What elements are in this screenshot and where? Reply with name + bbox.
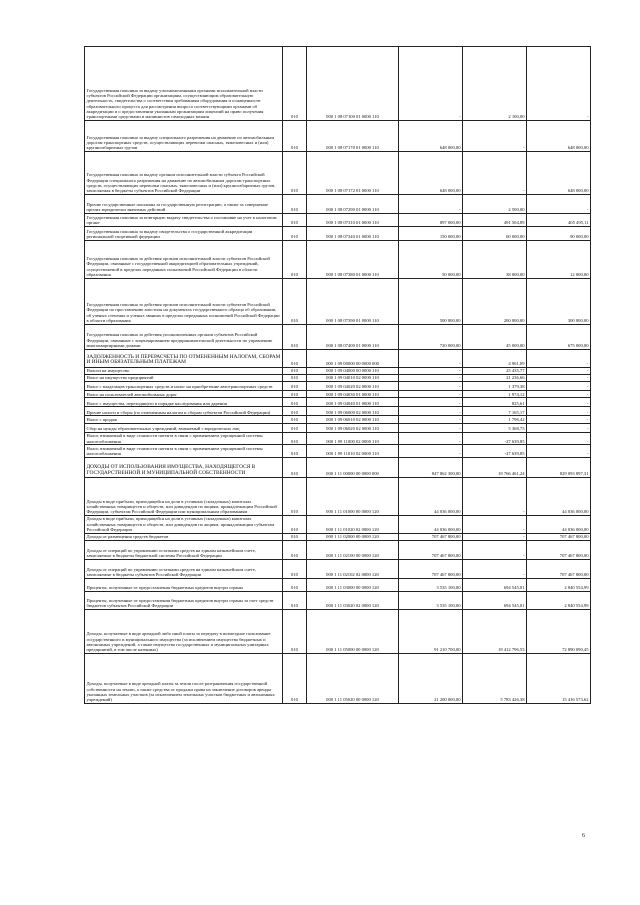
table-row — [85, 121, 591, 152]
row-exec: 18 412 796,55 — [463, 610, 527, 654]
row-plan: 3 535 100,00 — [399, 579, 463, 592]
row-plan: 44 036 000,00 — [399, 515, 463, 533]
table-row — [85, 195, 591, 214]
row-code: 010 — [283, 445, 307, 458]
table-row — [85, 457, 591, 477]
row-exec: 200 000,00 — [463, 278, 527, 324]
row-plan: 707 467 800,00 — [399, 560, 463, 579]
row-exec: 2 100,00 — [463, 47, 527, 121]
row-plan: - — [399, 398, 463, 407]
row-code: 010 — [283, 278, 307, 324]
row-name: Доходы в виде прибыли, приходящейся на доли в уставных (складочных) капиталах хозяйственных товариществ и обществ, или дивидендов по акциям, принадлежащим Российской Федерации, субъектам Российской Федерации или муниципальным образованиям — [85, 477, 283, 515]
row-name: Налог с имущества, переходящего в порядке наследования или дарения — [85, 398, 283, 407]
row-kbk: 000 1 09 06010 02 0000 110 — [307, 416, 399, 423]
row-plan: 847 862 300,00 — [399, 457, 463, 477]
row-name: Налог на имущество предприятий — [85, 374, 283, 381]
row-kbk: 000 1 08 07310 01 0000 110 — [307, 214, 399, 227]
row-exec: 21 236,66 — [463, 374, 527, 381]
row-name: Государственная пошлина за выдачу органом исполнительной власти субъекта Российской Федерации специального разрешения на движение по автомобильным дорогам транспортных средств, осуществляющих перевозки опасных, тяжеловесных и (или) крупногабаритных грузов, зачисляемая в бюджеты субъектов Российской Федерации — [85, 152, 283, 195]
row-code: 010 — [283, 349, 307, 367]
row-exec: 694 545,01 — [463, 579, 527, 592]
row-code: 010 — [283, 214, 307, 227]
row-exec: 491 504,89 — [463, 214, 527, 227]
row-kbk: 000 1 08 07400 01 0000 110 — [307, 324, 399, 349]
row-code: 010 — [283, 579, 307, 592]
row-exec: 1 796,42 — [463, 416, 527, 423]
row-rest: 648 000,00 — [527, 152, 591, 195]
row-kbk: 000 1 09 04040 01 0000 110 — [307, 398, 399, 407]
row-code: 010 — [283, 457, 307, 477]
row-code: 010 — [283, 432, 307, 445]
row-rest: 44 036 000,00 — [527, 477, 591, 515]
row-plan: 150 000,00 — [399, 226, 463, 240]
row-exec: 5 783 426,38 — [463, 654, 527, 704]
row-rest: 707 467 800,00 — [527, 533, 591, 540]
row-name: Налог с владельцев транспортных средств и налог на приобретение автотранспортных средств — [85, 382, 283, 391]
row-plan: - — [399, 195, 463, 214]
row-rest: 648 000,00 — [527, 121, 591, 152]
row-kbk: 000 1 09 04000 00 0000 110 — [307, 367, 399, 374]
table-row — [85, 47, 591, 121]
row-rest: - — [527, 416, 591, 423]
revenue-table — [84, 46, 591, 704]
row-plan: - — [399, 382, 463, 391]
row-kbk: 000 1 09 04010 02 0000 110 — [307, 374, 399, 381]
row-code: 010 — [283, 382, 307, 391]
row-plan: - — [399, 349, 463, 367]
table-row — [85, 592, 591, 610]
table-row — [85, 579, 591, 592]
row-name: Доходы, получаемые в виде арендной платы за земли после разграничения государственной собственности на землю, а также средства от продажи права на заключение договоров аренды указанных земельных участков (за исключением земельных участков бюджетных и автономных учреждений) — [85, 654, 283, 704]
table-row — [85, 367, 591, 374]
row-kbk: 000 1 11 01000 00 0000 120 — [307, 477, 399, 515]
row-plan: - — [399, 407, 463, 416]
row-plan: - — [399, 445, 463, 458]
row-name: Государственная пошлина за повторную выдачу свидетельства о постановке на учет в налоговом органе — [85, 214, 283, 227]
row-plan: 897 000,00 — [399, 214, 463, 227]
row-kbk: 000 1 11 02102 02 0000 120 — [307, 560, 399, 579]
table-row — [85, 398, 591, 407]
row-name: Доходы в виде прибыли, приходящейся на доли в уставных (складочных) капиталах хозяйственных товариществ и обществ, или дивидендов по акциям, принадлежащим субъектам Российской Федерации — [85, 515, 283, 533]
row-rest: - — [527, 382, 591, 391]
table-row — [85, 226, 591, 240]
row-exec: 38 000,00 — [463, 240, 527, 278]
row-name: Сбор на нужды образовательных учреждений, взимаемый с юридических лиц — [85, 423, 283, 432]
row-rest: - — [527, 423, 591, 432]
row-plan: 50 000,00 — [399, 240, 463, 278]
row-exec: 7 165,17 — [463, 407, 527, 416]
table-row — [85, 477, 591, 515]
row-rest: 300 000,00 — [527, 278, 591, 324]
row-rest: 12 000,00 — [527, 240, 591, 278]
row-rest: - — [527, 432, 591, 445]
row-code: 010 — [283, 195, 307, 214]
table-row — [85, 416, 591, 423]
page-number: 6 — [582, 833, 585, 839]
row-kbk: 000 1 09 11010 02 0000 110 — [307, 445, 399, 458]
row-name: Государственная пошлина за выдачу уполномоченными органами исполнительной власти субъектов Российской Федерации организациям, осуществляющим образовательную деятельность, свидетельства о соответствии требованиям оборудования и оснащенности образовательного процесса для рассмотрения вопроса соответствующими органами об аккредитации и о предоставлении указанным организациям лицензий на право получения транспортными средствами и машинистов самоходных машин — [85, 47, 283, 121]
row-exec: - — [463, 515, 527, 533]
row-kbk: 000 1 11 02100 00 0000 120 — [307, 541, 399, 560]
row-name: ЗАДОЛЖЕННОСТЬ И ПЕРЕРАСЧЕТЫ ПО ОТМЕНЕННЫМ НАЛОГАМ, СБОРАМ И ИНЫМ ОБЯЗАТЕЛЬНЫМ ПЛАТЕЖАМ — [85, 349, 283, 367]
row-plan: 707 467 800,00 — [399, 533, 463, 540]
row-rest: - — [527, 445, 591, 458]
row-exec: - — [463, 533, 527, 540]
row-exec: - — [463, 152, 527, 195]
row-name: Государственная пошлина за выдачу свидетельства о государственной аккредитации региональной спортивной федерации — [85, 226, 283, 240]
row-name: Прочие государственные пошлины за государственную регистрацию, а также за совершение прочих юридически значимых действий — [85, 195, 283, 214]
row-kbk: 000 1 09 04020 02 0000 110 — [307, 382, 399, 391]
row-plan: 648 000,00 — [399, 121, 463, 152]
row-rest: 15 416 573,62 — [527, 654, 591, 704]
row-name: Налог, взимаемый в виде стоимости патента в связи с применением упрощенной системы налогообложения — [85, 432, 283, 445]
row-exec: -27 639,85 — [463, 432, 527, 445]
row-code: 010 — [283, 423, 307, 432]
row-plan: 720 000,00 — [399, 324, 463, 349]
table-row — [85, 533, 591, 540]
row-rest: - — [527, 407, 591, 416]
row-code: 010 — [283, 533, 307, 540]
row-plan: 648 000,00 — [399, 152, 463, 195]
row-code: 010 — [283, 477, 307, 515]
row-name: Государственная пошлина за действия уполномоченных органов субъектов Российской Федерации, связанные с лицензированием предпринимательской деятельности по управлению многоквартирными домами — [85, 324, 283, 349]
row-code: 010 — [283, 121, 307, 152]
row-code: 010 — [283, 560, 307, 579]
row-plan: 500 000,00 — [399, 278, 463, 324]
row-name: Государственная пошлина за выдачу специального разрешения на движение по автомобильным дорогам транспортных средств, осуществляющих перевозки опасных, тяжеловесных и (или) крупногабаритных грузов — [85, 121, 283, 152]
row-exec: 694 545,01 — [463, 592, 527, 610]
row-code: 010 — [283, 654, 307, 704]
row-rest: 675 000,00 — [527, 324, 591, 349]
row-code: 010 — [283, 240, 307, 278]
row-kbk: 000 1 11 03020 02 0000 120 — [307, 592, 399, 610]
row-code: 010 — [283, 374, 307, 381]
row-plan: 707 467 800,00 — [399, 541, 463, 560]
row-kbk: 000 1 11 02000 00 0000 120 — [307, 533, 399, 540]
row-rest: 90 000,00 — [527, 226, 591, 240]
row-name: Проценты, полученные от предоставления бюджетных кредитов внутри страны — [85, 579, 283, 592]
table-row — [85, 423, 591, 432]
row-name: Государственная пошлина за действия органов исполнительной власти субъектов Российской Федерации по проставлению апостиля на документах государственного образца об образовании, об ученых степенях и ученых званиях в пределах переданных полномочий Российской Федерации в области образования — [85, 278, 283, 324]
row-exec: - — [463, 477, 527, 515]
table-row — [85, 240, 591, 278]
row-plan: 91 210 700,00 — [399, 610, 463, 654]
row-name: Доходы от операций по управлению остатками средств на едином казначейском счете, зачисляемые в бюджеты бюджетной системы Российской Федерации — [85, 541, 283, 560]
row-exec: 5 368,75 — [463, 423, 527, 432]
table-row — [85, 515, 591, 533]
row-rest: 707 467 800,00 — [527, 541, 591, 560]
row-exec: 4 961,09 — [463, 349, 527, 367]
row-plan: - — [399, 367, 463, 374]
row-exec: - — [463, 121, 527, 152]
row-plan: - — [399, 374, 463, 381]
row-code: 010 — [283, 324, 307, 349]
table-row — [85, 374, 591, 381]
row-plan: - — [399, 416, 463, 423]
row-kbk: 000 1 08 07290 01 0000 110 — [307, 195, 399, 214]
row-rest: 707 467 800,00 — [527, 560, 591, 579]
row-rest: - — [527, 391, 591, 398]
row-plan: 44 036 000,00 — [399, 477, 463, 515]
table-row — [85, 541, 591, 560]
row-code: 010 — [283, 416, 307, 423]
row-exec: -27 639,85 — [463, 445, 527, 458]
table-row — [85, 432, 591, 445]
row-rest: 72 890 090,45 — [527, 610, 591, 654]
row-code: 010 — [283, 226, 307, 240]
table-row — [85, 152, 591, 195]
row-rest: 829 093 897,31 — [527, 457, 591, 477]
row-kbk: 000 1 08 07380 01 0000 110 — [307, 240, 399, 278]
row-name: Налог с продаж — [85, 416, 283, 423]
row-code: 010 — [283, 592, 307, 610]
row-rest: 44 036 000,00 — [527, 515, 591, 533]
row-kbk: 000 1 11 00000 00 0000 000 — [307, 457, 399, 477]
row-exec: 2 500,00 — [463, 195, 527, 214]
row-kbk: 000 1 09 00000 00 0000 000 — [307, 349, 399, 367]
row-plan: - — [399, 47, 463, 121]
row-kbk: 000 1 11 05000 00 0000 120 — [307, 610, 399, 654]
table-row — [85, 391, 591, 398]
row-rest: - — [527, 195, 591, 214]
row-rest: 2 840 554,99 — [527, 592, 591, 610]
row-name: Проценты, полученные от предоставления бюджетных кредитов внутри страны за счет средств бюджетов субъектов Российской Федерации — [85, 592, 283, 610]
row-kbk: 000 1 09 06000 02 0000 110 — [307, 407, 399, 416]
table-row — [85, 324, 591, 349]
row-rest: - — [527, 367, 591, 374]
table-row — [85, 349, 591, 367]
revenue-table-page — [84, 46, 590, 704]
row-kbk: 000 1 08 07170 01 0000 110 — [307, 121, 399, 152]
table-row — [85, 278, 591, 324]
row-rest: - — [527, 374, 591, 381]
table-row — [85, 654, 591, 704]
row-code: 010 — [283, 610, 307, 654]
row-code: 010 — [283, 152, 307, 195]
row-code: 010 — [283, 515, 307, 533]
row-name: Доходы, получаемые в виде арендной либо иной платы за передачу в возмездное пользование государственного и муниципального имущества (за исключением имущества бюджетных и автономных учреждений, а также имущества государственных и муниципальных унитарных предприятий, в том числе казенных) — [85, 610, 283, 654]
row-code: 010 — [283, 391, 307, 398]
row-code: 010 — [283, 407, 307, 416]
row-name: Доходы от операций по управлению остатками средств на едином казначейском счете, зачисляемые в бюджеты субъектов Российской Федерации — [85, 560, 283, 579]
row-exec: 60 000,00 — [463, 226, 527, 240]
row-code: 010 — [283, 398, 307, 407]
row-code: 010 — [283, 541, 307, 560]
row-kbk: 000 1 08 07100 01 0000 110 — [307, 47, 399, 121]
row-kbk: 000 1 11 01020 02 0000 120 — [307, 515, 399, 533]
row-code: 010 — [283, 47, 307, 121]
row-name: Налог на пользователей автомобильных дорог — [85, 391, 283, 398]
row-plan: - — [399, 423, 463, 432]
table-row — [85, 382, 591, 391]
row-name: Доходы от размещения средств бюджетов — [85, 533, 283, 540]
row-plan: 3 535 100,00 — [399, 592, 463, 610]
row-kbk: 000 1 08 07172 01 0000 110 — [307, 152, 399, 195]
row-rest: - — [527, 349, 591, 367]
table-row — [85, 214, 591, 227]
row-name: Прочие налоги и сборы (по отмененным налогам и сборам субъектов Российской Федерации) — [85, 407, 283, 416]
row-kbk: 000 1 09 06020 02 0000 110 — [307, 423, 399, 432]
row-rest: 2 840 554,99 — [527, 579, 591, 592]
row-exec: - — [463, 541, 527, 560]
row-kbk: 000 1 08 07340 01 0000 110 — [307, 226, 399, 240]
row-exec: 825,61 — [463, 398, 527, 407]
row-exec: 25 435,77 — [463, 367, 527, 374]
row-exec: 1 379,38 — [463, 382, 527, 391]
row-plan: - — [399, 391, 463, 398]
row-exec: 1 974,12 — [463, 391, 527, 398]
row-code: 010 — [283, 367, 307, 374]
row-kbk: 000 1 09 11000 02 0000 110 — [307, 432, 399, 445]
table-row — [85, 560, 591, 579]
row-kbk: 000 1 11 05020 00 0000 120 — [307, 654, 399, 704]
row-exec: 18 766 461,24 — [463, 457, 527, 477]
table-row — [85, 407, 591, 416]
row-kbk: 000 1 11 03000 00 0000 120 — [307, 579, 399, 592]
row-name: Государственная пошлина за действия органов исполнительной власти субъектов Российской Федерации, связанные с государственной аккредитацией образовательных учреждений, осуществляемой в пределах переданных полномочий Российской Федерации в области образования — [85, 240, 283, 278]
row-rest: 405 495,11 — [527, 214, 591, 227]
row-name: Налоги на имущество — [85, 367, 283, 374]
table-row — [85, 610, 591, 654]
row-kbk: 000 1 09 04030 01 0000 110 — [307, 391, 399, 398]
table-row — [85, 445, 591, 458]
row-exec: - — [463, 560, 527, 579]
row-rest: - — [527, 398, 591, 407]
row-rest: - — [527, 47, 591, 121]
row-exec: 45 000,00 — [463, 324, 527, 349]
row-name: Налог, взимаемый в виде стоимости патента в связи с применением упрощенной системы налогообложения — [85, 445, 283, 458]
row-name: ДОХОДЫ ОТ ИСПОЛЬЗОВАНИЯ ИМУЩЕСТВА, НАХОДЯЩЕГОСЯ В ГОСУДАРСТВЕННОЙ И МУНИЦИПАЛЬНОЙ СОБСТВЕННОСТИ — [85, 457, 283, 477]
row-kbk: 000 1 08 07390 01 0000 110 — [307, 278, 399, 324]
row-plan: 21 200 000,00 — [399, 654, 463, 704]
row-plan: - — [399, 432, 463, 445]
